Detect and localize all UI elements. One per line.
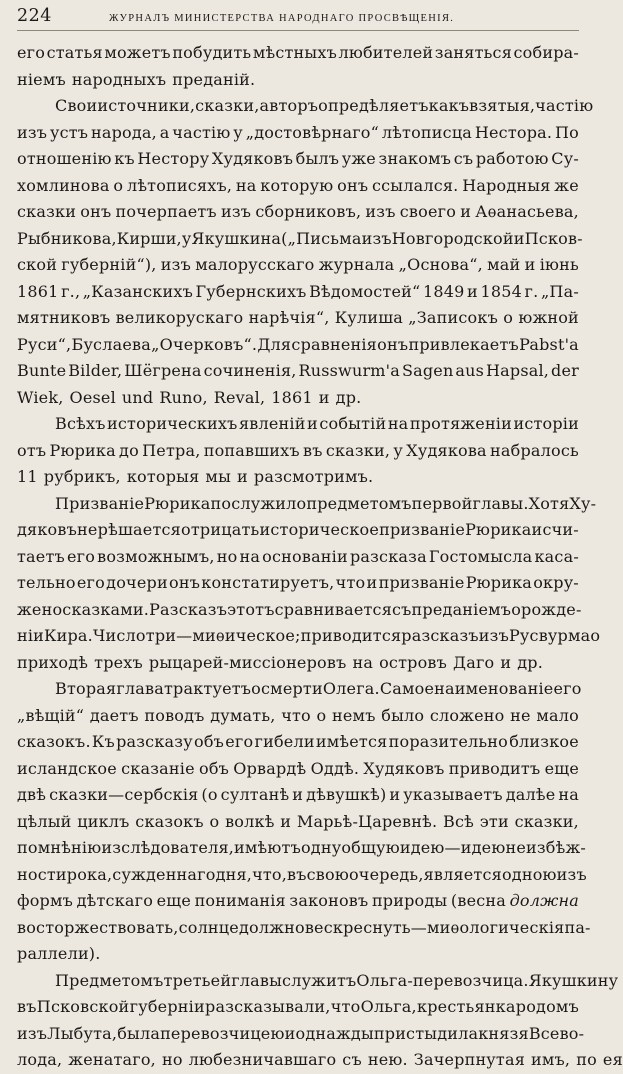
text-line: жено сказками. Разсказъ этотъ сравнивается съ преданіемъ о рожде- bbox=[17, 599, 582, 619]
paragraph bbox=[17, 676, 591, 968]
text-line: ніемъ народныхъ преданій. bbox=[17, 69, 256, 89]
text-line: Призваніе Рюрика послужило предметомъ первой главы. Хотя Ху- bbox=[55, 493, 597, 513]
text-line: двѣ сказки—сербскія (о султанѣ и дѣвушкѣ) и указываетъ далѣе на bbox=[17, 785, 579, 804]
running-head bbox=[17, 6, 579, 31]
text-line: 11 рубрикъ, которыя мы и разсмотримъ. bbox=[17, 467, 374, 486]
text-line: Всѣхъ историческихъ явленій и событій на протяженіи исторіи bbox=[55, 414, 579, 433]
text-line: Предметомъ третьей главы служитъ Ольга-перевозчица. Якушкину bbox=[55, 970, 619, 990]
text-line: цѣлый циклъ сказокъ о волкѣ и Марьѣ-Царевнѣ. Всѣ эти сказки, bbox=[17, 811, 579, 831]
text-line: 1861 г., „Казанскихъ Губернскихъ Вѣдомостей“ 1849 и 1854 г. „Па- bbox=[17, 281, 579, 301]
paragraph bbox=[17, 411, 579, 491]
text-line: отъ Рюрика до Петра, попавшихъ въ сказки, у Худякова набралось bbox=[17, 440, 579, 460]
text-line: отношенію къ Нестору Худяковъ былъ уже знакомъ съ работою Су- bbox=[17, 149, 579, 168]
text-line: хомлинова о лѣтописяхъ, на которую онъ ссылался. Народныя же bbox=[17, 175, 579, 195]
text-line: сказокъ. Къ разсказу объ его гибели имѣется поразительно близкое bbox=[17, 732, 579, 751]
text-line: ности рока, сужденнаго дня, что, въ свою очередь, является одною изъ bbox=[17, 864, 587, 884]
text-line: въ Псковской губерніи разсказывали, что Ольга, крестьянка родомъ bbox=[17, 997, 579, 1016]
text-line: „вѣщій“ даетъ поводъ думать, что о немъ было сложено не мало bbox=[17, 705, 579, 725]
text-line: изъ устъ народа, а частію у „достовѣрнаго“ лѣтописца Нестора. По bbox=[17, 122, 579, 142]
text-line: Рыбникова, Кирши, у Якушкина („Письма изъ Новгородской и Псков- bbox=[17, 228, 583, 248]
page-number: 224 bbox=[17, 6, 52, 26]
text-line: сказки онъ почерпаетъ изъ сборниковъ, изъ своего и Аѳанасьева, bbox=[17, 202, 579, 221]
text-line: его статья можетъ побудить мѣстныхъ любителей заняться собира- bbox=[17, 43, 579, 62]
text-line: ніи Кира. Число три—миѳическое; приводится разсказъ изъ Русвурма о bbox=[17, 626, 601, 645]
text-line: исландское сказаніе объ Орвардѣ Оддѣ. Худяковъ приводитъ еще bbox=[17, 758, 579, 778]
body-text bbox=[17, 40, 623, 1074]
text-line: таетъ его возможнымъ, но на основаніи разсказа Гостомысла каса- bbox=[17, 546, 579, 566]
text-line: Вторая глава трактуетъ о смерти Олега. Самое наименованіе его bbox=[55, 679, 582, 698]
text-line: дяковъ не рѣшается отрицать историческое призваніе Рюрика и счи- bbox=[17, 520, 579, 539]
journal-title: ЖУРНАЛЪ МИНИСТЕРСТВА НАРОДНАГО ПРОСВѢЩЕНІЯ. bbox=[109, 13, 455, 24]
text-line: Wiek, Oesel und Runo, Reval, 1861 и др. bbox=[17, 387, 362, 407]
paragraph bbox=[17, 968, 623, 1074]
text-line: Bunte Bilder, Шёгрена сочиненія, Russwurm'a Sagen aus Hapsal, der bbox=[17, 361, 579, 380]
text-line: формъ дѣтскаго еще пониманія законовъ природы (весна должна bbox=[17, 891, 579, 910]
text-line: Свои источники, сказки, авторъ опредѣляетъ какъ взятыя, частію bbox=[55, 96, 594, 115]
text-line: изъ Лыбута, была перевозчицею и однажды пристыдила князя Всево- bbox=[17, 1023, 585, 1043]
text-line: по мнѣнію изслѣдователя, имѣютъ одну общую идею—идею неизбѣж- bbox=[17, 838, 586, 857]
paragraph bbox=[17, 93, 594, 411]
paragraph bbox=[17, 40, 579, 93]
text-line: приходѣ трехъ рыцарей-миссіонеровъ на островъ Даго и др. bbox=[17, 652, 544, 672]
text-line: ской губерній“), изъ малорусскаго журнала „Основа“, май и іюнь bbox=[17, 255, 579, 274]
paragraph bbox=[17, 491, 601, 677]
text-line: тельно его дочери онъ констатируетъ, что и призваніе Рюрика окру- bbox=[17, 573, 579, 592]
text-line: восторжествовать, солнце должно вескреснуть — миѳологическія па- bbox=[17, 917, 591, 937]
text-line: раллели). bbox=[17, 944, 101, 963]
text-line: Руси“, Буслаева „Очерковъ“. Для сравненія онъ привлекаетъ Pabst'a bbox=[17, 334, 579, 354]
text-line: мятниковъ великорускаго нарѣчія“, Кулиша „Записокъ о южной bbox=[17, 308, 579, 327]
text-line: лода, женатаго, но любезничавшаго съ нею. Зачерпнутая имъ, по ея bbox=[17, 1050, 623, 1069]
